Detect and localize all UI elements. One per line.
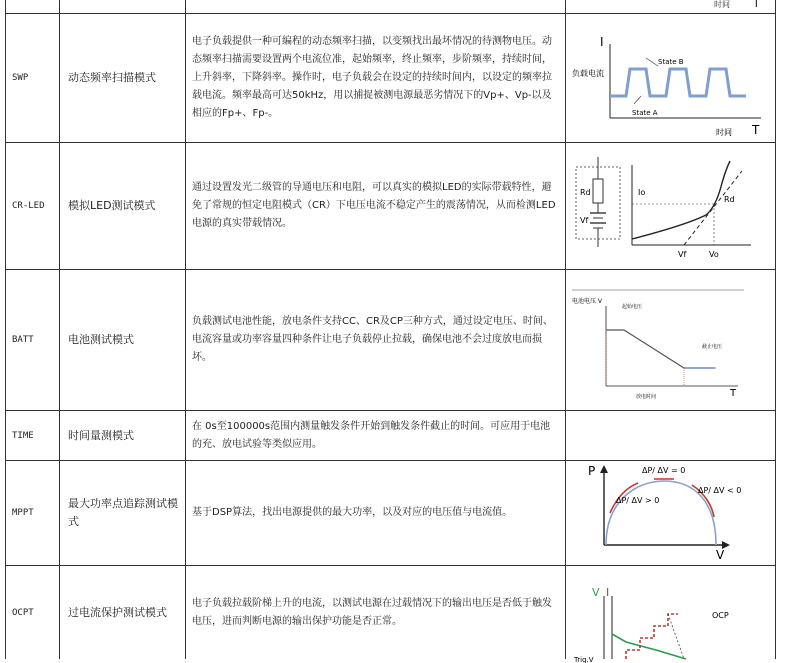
mppt-lt0: ΔP/ ΔV < 0	[698, 486, 742, 495]
axis-label-t: T	[753, 0, 760, 10]
cr-led-vf-box: Vf	[580, 216, 589, 225]
row-name-batt: 电池测试模式	[68, 333, 134, 346]
cr-led-figure	[566, 143, 775, 269]
batt-figure	[566, 270, 775, 410]
row-code-time: TIME	[12, 430, 34, 441]
swp-figure	[566, 14, 775, 142]
row-code-ocpt: OCPT	[12, 607, 34, 618]
table-border-left	[5, 0, 6, 659]
ocpt-trig: Trig.V	[574, 656, 594, 663]
row-name-time: 时间量测模式	[68, 428, 134, 442]
cr-led-rd-box: Rd	[580, 188, 591, 197]
row-desc-swp: 电子负载提供一种可编程的动态频率扫描，以变频找出最坏情况的待测物电压。动态频率扫描需要设置两个电流位准，起始频率，终止频率，步阶频率，持续时间，上升斜率，下降斜率。操作时，电子负载会在设定的持续时间内，以设定的频率拉载电流。频率最高可达50kHz，用以捕捉被测电源最恶劣情况下的Vp+、Vp-以及相应的Fp+、Fp-。	[192, 36, 552, 119]
mppt-x-axis: V	[716, 548, 725, 562]
row-name-mppt: 最大功率点追踪测试模式	[68, 497, 178, 528]
batt-y-label: 电池电压 V	[572, 298, 603, 305]
row-desc-cr-led: 通过设置发光二级管的导通电压和电阻，可以真实的模拟LED的实际带载特性，避免了常规的恒定电阻模式（CR）下电压电流不稳定产生的震荡情况，从而检测LED电源的真实带载情况。	[192, 182, 556, 229]
cr-led-io: Io	[638, 188, 646, 197]
column-divider	[59, 0, 60, 659]
swp-x-axis: T	[752, 123, 760, 137]
axis-label-time: 时间	[714, 0, 730, 9]
cr-led-vf: Vf	[678, 250, 687, 259]
row-code-cr-led: CR-LED	[12, 201, 45, 211]
previous-row-figure-fragment	[566, 0, 775, 13]
row-code-mppt: MPPT	[12, 508, 34, 518]
row-code-batt: BATT	[12, 335, 34, 345]
mppt-eq0: ΔP/ ΔV = 0	[642, 466, 686, 475]
ocpt-v-axis: V	[592, 586, 600, 599]
row-name-ocpt: 过电流保护测试模式	[68, 605, 167, 619]
row-desc-ocpt: 电子负载拉载阶梯上升的电流，以测试电源在过载情况下的输出电压是否低于触发电压，进而判断电源的输出保护功能是否正常。	[192, 597, 552, 627]
mppt-gt0: ΔP/ ΔV > 0	[616, 496, 660, 505]
ocpt-ocp: OCP	[712, 611, 729, 620]
swp-state-b: State B	[658, 58, 684, 66]
batt-x-label: 放电时间	[636, 394, 657, 400]
column-divider	[185, 0, 186, 659]
mppt-figure	[566, 461, 775, 565]
row-desc-mppt: 基于DSP算法，找出电源提供的最大功率，以及对应的电压值与电流值。	[192, 507, 513, 518]
table-border-right	[775, 0, 776, 659]
row-desc-time: 在 0s至100000s范围内测量触发条件开始到触发条件截止的时间。可应用于电池的充、放电试验等类似应用。	[192, 420, 551, 450]
batt-end-v: 截止电压	[702, 344, 723, 350]
batt-start-v: 起始电压	[622, 304, 643, 310]
swp-x-label: 时间	[716, 128, 732, 137]
row-code-swp: SWP	[12, 73, 29, 83]
ocpt-figure	[566, 566, 775, 663]
swp-y-label: 负载电流	[572, 69, 604, 78]
swp-y-axis: I	[600, 35, 604, 49]
row-desc-batt: 负载测试电池性能，放电条件支持CC、CR及CP三种方式，通过设定电压、时间、电流容量或功率容量四种条件让电子负载停止拉载，确保电池不会过度放电而损坏。	[192, 316, 553, 363]
ocpt-i-axis: I	[606, 586, 610, 599]
cr-led-rd: Rd	[724, 195, 735, 204]
cr-led-vo: Vo	[709, 250, 719, 259]
row-name-swp: 动态频率扫描模式	[68, 71, 156, 84]
swp-state-a: State A	[632, 109, 658, 117]
row-name-cr-led: 模拟LED测试模式	[68, 199, 156, 212]
mppt-y-axis: P	[588, 464, 596, 478]
batt-x-axis: T	[730, 388, 737, 399]
